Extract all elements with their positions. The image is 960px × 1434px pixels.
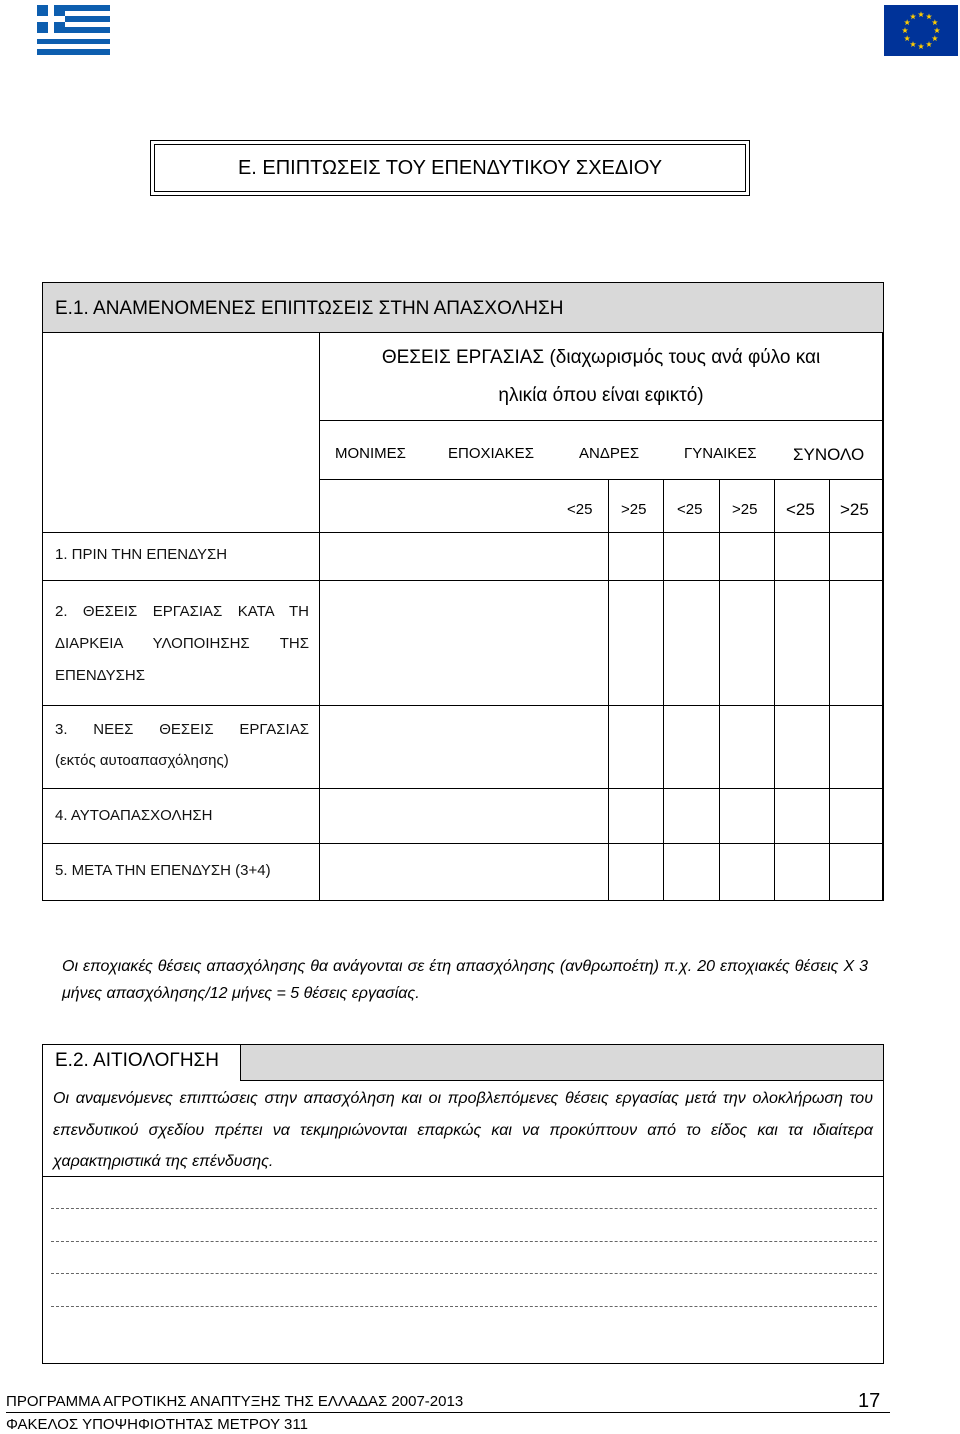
seasonal-note: Οι εποχιακές θέσεις απασχόλησης θα ανάγονται σε έτη απασχόλησης (ανθρωποέτη) π.χ. 20 εποχιακές θέσεις Χ 3 μήνες απασχόλησης/12 μήνες = 5 θέσεις εργασίας. <box>62 958 868 1002</box>
fill-in-line[interactable] <box>51 1273 877 1274</box>
greek-flag-icon <box>37 5 110 55</box>
fill-in-line[interactable] <box>51 1241 877 1242</box>
column-header-total: ΣΥΝΟΛΟ <box>793 445 865 464</box>
age-header-total-over25: >25 <box>840 500 869 519</box>
row-label-before-investment: 1. ΠΡΙΝ ΤΗΝ ΕΠΕΝΔΥΣΗ <box>55 546 228 563</box>
eu-flag-icon <box>884 5 958 56</box>
age-header-total-under25: <25 <box>786 500 815 519</box>
column-header-women: ΓΥΝΑΙΚΕΣ <box>684 445 757 462</box>
column-header-permanent: ΜΟΝΙΜΕΣ <box>335 445 406 462</box>
footer-program: ΠΡΟΓΡΑΜΜΑ ΑΓΡΟΤΙΚΗΣ ΑΝΑΠΤΥΞΗΣ ΤΗΣ ΕΛΛΑΔΑΣ 2007-2013 <box>6 1393 464 1410</box>
row-label-after-investment: 5. ΜΕΤΑ ΤΗΝ ΕΠΕΝΔΥΣΗ (3+4) <box>55 862 271 879</box>
positions-group-header: ΘΕΣΕΙΣ ΕΡΓΑΣΙΑΣ (διαχωρισμός τους ανά φύλο και <box>381 347 821 368</box>
footer-folder: ΦΑΚΕΛΟΣ ΥΠΟΨΗΦΙΟΤΗΤΑΣ ΜΕΤΡΟΥ 311 <box>6 1416 308 1433</box>
age-header-women-under25: <25 <box>677 501 703 518</box>
row-label-self-employment: 4. ΑΥΤΟΑΠΑΣΧΟΛΗΣΗ <box>55 807 213 824</box>
age-header-men-over25: >25 <box>621 501 647 518</box>
row-label-during-investment-line2: ΔΙΑΡΚΕΙΑ ΥΛΟΠΟΙΗΣΗΣ ΤΗΣ <box>55 635 309 652</box>
row-label-during-investment: 2. ΘΕΣΕΙΣ ΕΡΓΑΣΙΑΣ ΚΑΤΑ ΤΗ <box>55 603 309 620</box>
row-label-during-investment-line3: ΕΠΕΝΔΥΣΗΣ <box>55 667 145 684</box>
column-header-men: ΑΝΔΡΕΣ <box>579 445 640 462</box>
justification-section <box>42 1044 884 1364</box>
justification-text: Οι αναμενόμενες επιπτώσεις στην απασχόληση και οι προβλεπόμενες θέσεις εργασίας μετά την ολοκλήρωση του επενδυτικού σχεδίου πρέπει να τεκμηριώνονται επαρκώς και να προκύπτουν από το είδος και τα ιδιαίτερα χαρακτηριστικά της επένδυσης. <box>53 1090 873 1170</box>
age-header-women-over25: >25 <box>732 501 758 518</box>
page-title: Ε. ΕΠΙΠΤΩΣΕΙΣ ΤΟΥ ΕΠΕΝΔΥΤΙΚΟΥ ΣΧΕΔΙΟΥ <box>154 144 746 192</box>
fill-in-line[interactable] <box>51 1306 877 1307</box>
section-title: Ε.1. ΑΝΑΜΕΝΟΜΕΝΕΣ ΕΠΙΠΤΩΣΕΙΣ ΣΤΗΝ ΑΠΑΣΧΟΛΗΣΗ <box>55 298 564 319</box>
positions-group-header-line2: ηλικία όπου είναι εφικτό) <box>498 385 704 406</box>
page-number: 17 <box>858 1390 881 1412</box>
row-label-new-positions-line2: (εκτός αυτοαπασχόλησης) <box>55 752 229 769</box>
age-header-men-under25: <25 <box>567 501 593 518</box>
page-title-box <box>150 140 750 196</box>
employment-table <box>42 282 884 901</box>
footer-rule <box>6 1412 890 1413</box>
fill-in-line[interactable] <box>51 1208 877 1209</box>
column-header-seasonal: ΕΠΟΧΙΑΚΕΣ <box>448 445 534 462</box>
justification-title: Ε.2. ΑΙΤΙΟΛΟΓΗΣΗ <box>55 1050 220 1071</box>
row-label-new-positions: 3. ΝΕΕΣ ΘΕΣΕΙΣ ΕΡΓΑΣΙΑΣ <box>55 721 309 738</box>
